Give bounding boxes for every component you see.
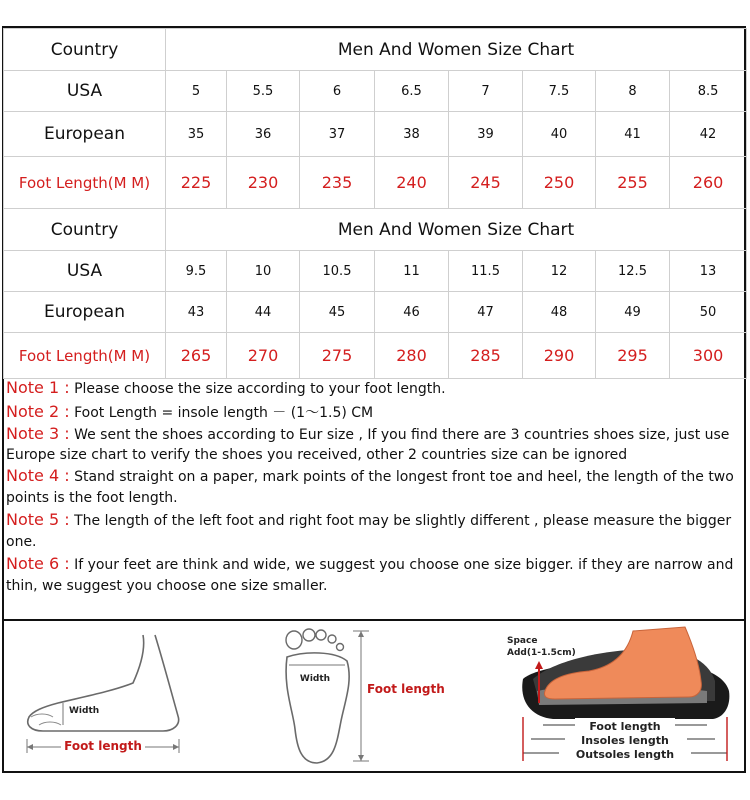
shoe-fit-illustration: [493, 621, 745, 772]
shoe-space-add-label: Add(1-1.5cm): [507, 648, 576, 658]
usa-size-cell: 11: [375, 251, 449, 292]
note-text: If your feet are think and wide, we suggest you choose one size bigger. if they are narrow and thin, we suggest you choose one size smaller.: [6, 557, 734, 594]
usa-size-cell: 7: [449, 71, 523, 112]
foot-length-cell: 295: [596, 333, 670, 379]
row-label-european: European: [4, 292, 166, 333]
note-text: Foot Length = insole length － (1～1.5) CM: [69, 404, 374, 421]
eur-size-cell: 41: [596, 112, 670, 157]
eur-size-cell: 46: [375, 292, 449, 333]
shoe-space-label: Space: [507, 636, 538, 646]
foot-length-cell: 260: [670, 157, 747, 209]
foot-length-cell: 275: [300, 333, 375, 379]
foot-length-cell: 240: [375, 157, 449, 209]
usa-size-cell: 10.5: [300, 251, 375, 292]
side-foot-length-label: Foot length: [64, 739, 142, 753]
foot-length-cell: 290: [523, 333, 596, 379]
eur-size-cell: 49: [596, 292, 670, 333]
usa-size-cell: 13: [670, 251, 747, 292]
eur-size-cell: 43: [166, 292, 227, 333]
note-label: Note 3 :: [6, 424, 70, 443]
notes-section: [6, 377, 744, 618]
eur-size-cell: 40: [523, 112, 596, 157]
note-label: Note 1 :: [6, 378, 70, 397]
note-text: Please choose the size according to your foot length.: [69, 381, 446, 397]
shoe-foot-length-label: Foot length: [589, 720, 661, 733]
table-header: Men And Women Size Chart: [166, 209, 747, 251]
usa-size-cell: 8.5: [670, 71, 747, 112]
eur-size-cell: 42: [670, 112, 747, 157]
foot-length-cell: 265: [166, 333, 227, 379]
country-label: Country: [4, 209, 166, 251]
side-width-label: Width: [69, 706, 100, 716]
note-1: [6, 377, 744, 401]
row-label-foot-length: Foot Length(M M): [4, 333, 166, 379]
note-2: [6, 401, 744, 425]
foot-length-cell: 285: [449, 333, 523, 379]
note-label: Note 4 :: [6, 466, 70, 485]
foot-length-cell: 230: [227, 157, 300, 209]
usa-size-cell: 7.5: [523, 71, 596, 112]
usa-size-cell: 6.5: [375, 71, 449, 112]
top-foot-length-label: Foot length: [367, 682, 445, 696]
row-label-european: European: [4, 112, 166, 157]
shoe-outsoles-length-label: Outsoles length: [575, 748, 675, 761]
usa-size-cell: 5.5: [227, 71, 300, 112]
foot-length-cell: 235: [300, 157, 375, 209]
note-label: Note 2 :: [6, 401, 70, 421]
foot-length-cell: 300: [670, 333, 747, 379]
foot-length-cell: 245: [449, 157, 523, 209]
usa-size-cell: 5: [166, 71, 227, 112]
side-view-foot-illustration: [3, 621, 253, 772]
note-6: [6, 553, 744, 597]
eur-size-cell: 39: [449, 112, 523, 157]
row-label-foot-length: Foot Length(M M): [4, 157, 166, 209]
eur-size-cell: 35: [166, 112, 227, 157]
size-table-1: [3, 28, 747, 209]
foot-length-cell: 250: [523, 157, 596, 209]
eur-size-cell: 47: [449, 292, 523, 333]
note-3: [6, 424, 744, 465]
foot-length-cell: 280: [375, 333, 449, 379]
shoe-insoles-length-label: Insoles length: [581, 734, 669, 747]
foot-length-cell: 270: [227, 333, 300, 379]
note-text: The length of the left foot and right foot may be slightly different , please measure the bigger one.: [6, 513, 732, 550]
eur-size-cell: 44: [227, 292, 300, 333]
note-text: Stand straight on a paper, mark points of the longest front toe and heel, the length of the two points is the foot length.: [6, 469, 734, 506]
usa-size-cell: 11.5: [449, 251, 523, 292]
size-table-2: [3, 208, 747, 379]
usa-size-cell: 9.5: [166, 251, 227, 292]
note-label: Note 5 :: [6, 510, 70, 529]
top-width-label: Width: [299, 674, 331, 684]
usa-size-cell: 10: [227, 251, 300, 292]
usa-size-cell: 6: [300, 71, 375, 112]
usa-size-cell: 8: [596, 71, 670, 112]
note-5: [6, 509, 744, 553]
footprint-illustration: [265, 621, 475, 772]
note-label: Note 6 :: [6, 554, 70, 573]
eur-size-cell: 38: [375, 112, 449, 157]
table-header: Men And Women Size Chart: [166, 29, 747, 71]
note-text: We sent the shoes according to Eur size , If you find there are 3 countries shoes size, just use Europe size chart to verify the shoes you received, other 2 countries size can be ignored: [6, 427, 730, 463]
eur-size-cell: 37: [300, 112, 375, 157]
row-label-usa: USA: [4, 251, 166, 292]
note-4: [6, 465, 744, 509]
eur-size-cell: 36: [227, 112, 300, 157]
row-label-usa: USA: [4, 71, 166, 112]
foot-length-cell: 225: [166, 157, 227, 209]
eur-size-cell: 45: [300, 292, 375, 333]
usa-size-cell: 12: [523, 251, 596, 292]
usa-size-cell: 12.5: [596, 251, 670, 292]
eur-size-cell: 48: [523, 292, 596, 333]
measurement-illustrations: [3, 621, 745, 772]
eur-size-cell: 50: [670, 292, 747, 333]
foot-length-cell: 255: [596, 157, 670, 209]
country-label: Country: [4, 29, 166, 71]
